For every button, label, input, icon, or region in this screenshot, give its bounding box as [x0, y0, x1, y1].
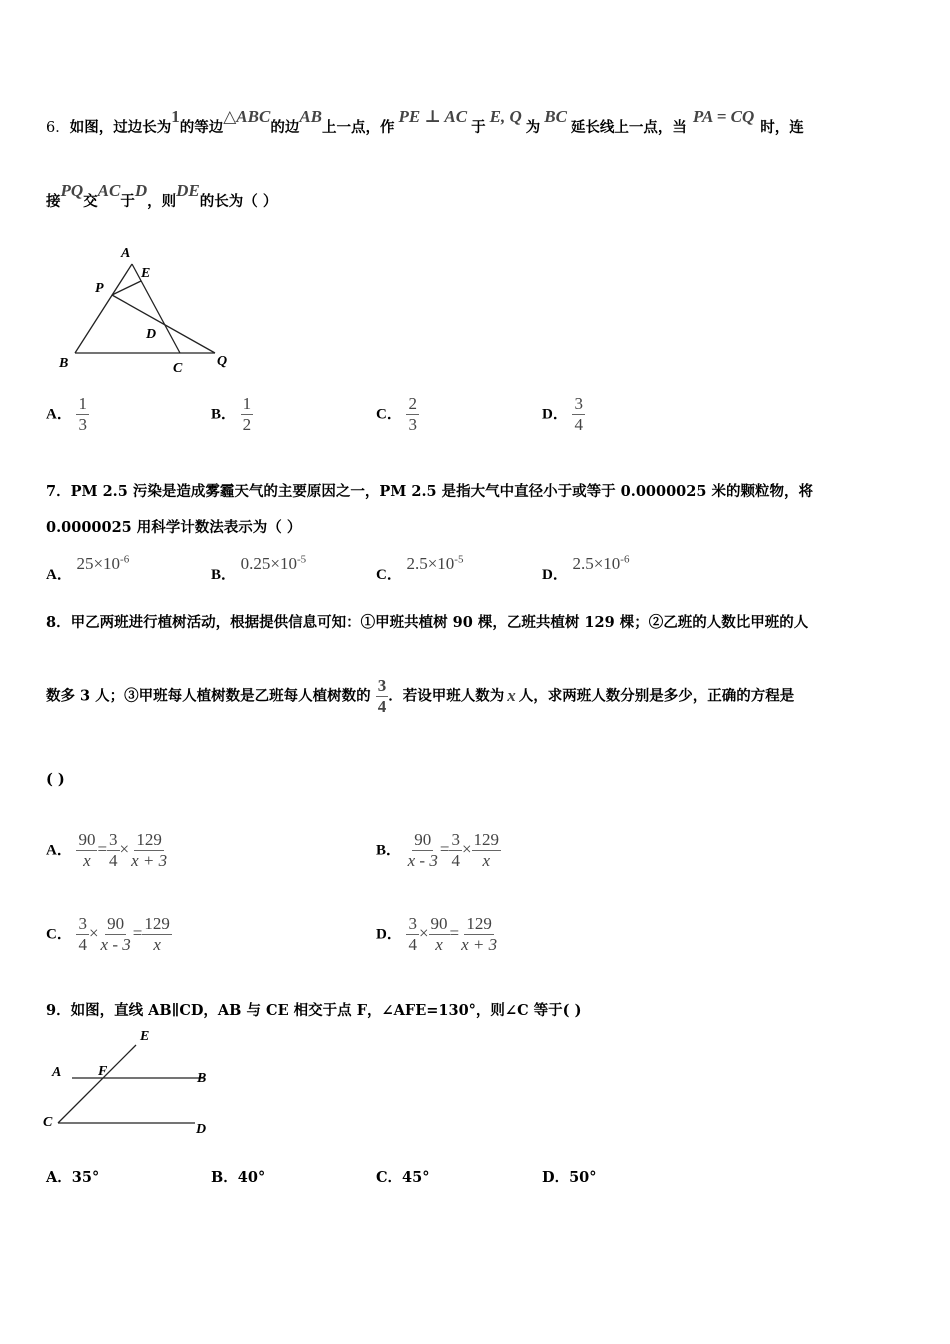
- q7-option-b[interactable]: B． $0.25\times 10^{-5}$: [211, 553, 307, 583]
- q9-option-b[interactable]: B．40°: [211, 1169, 266, 1186]
- q9-option-c[interactable]: C．45°: [376, 1169, 430, 1186]
- q8-option-b[interactable]: B． $\frac{90}{x - 3}$ = $\frac{3}{4}$ × $\frac{129}{x}$: [376, 830, 500, 870]
- label-b: B: [197, 1071, 207, 1086]
- fraction: $\frac{1}{2}$: [242, 394, 252, 434]
- label-d: D: [146, 327, 157, 342]
- label-e: E: [141, 266, 151, 281]
- label-c: C: [43, 1115, 53, 1130]
- q7-line1: 7．PM 2.5 污染是造成雾霾天气的主要原因之一，PM 2.5 是指大气中直径小于或等于 0.0000025 米的颗粒物，将: [46, 483, 813, 500]
- label-d: D: [196, 1122, 207, 1137]
- q7-option-a[interactable]: A． $25\times 10^{-6}$: [46, 553, 130, 583]
- triangle-figure: [55, 240, 245, 375]
- q9-option-a[interactable]: A．35°: [46, 1169, 100, 1186]
- line-ce: [58, 1045, 136, 1123]
- fraction-three-quarters: $\frac{3}{4}$: [377, 676, 387, 716]
- label-q: Q: [217, 354, 228, 369]
- q7-option-c[interactable]: C． $2.5\times 10^{-5}$: [376, 553, 464, 583]
- label-p: P: [95, 281, 104, 296]
- fraction: $\frac{3}{4}$: [574, 394, 583, 434]
- q6-option-a[interactable]: A． $\frac{1}{3}$: [46, 394, 87, 434]
- line-pq: [112, 295, 215, 353]
- label-a: A: [121, 246, 131, 261]
- q8-line2: 数多 3 人；③甲班每人植树数是乙班每人植树数的 $\frac{3}{4}$ ．若设甲班人数为 x 人，求两班人数分别是多少，正确的方程是: [46, 676, 795, 716]
- q8-line1: 8．甲乙两班进行植树活动，根据提供信息可知：①甲班共植树 90 棵，乙班共植树 129 棵；②乙班的人数比甲班的人: [46, 614, 809, 631]
- q9-question: 9．如图，直线 AB∥CD，AB 与 CE 相交于点 F，∠AFE=130°，则∠C 等于( ): [46, 1002, 582, 1019]
- q8-option-c[interactable]: C． $\frac{3}{4}$ × $\frac{90}{x - 3}$ = $\frac{129}{x}$: [46, 914, 170, 954]
- q7-option-d[interactable]: D． $2.5\times 10^{-6}$: [542, 553, 630, 583]
- q8-option-a[interactable]: A． $\frac{90}{x}$ = $\frac{3}{4}$ × $\frac{129}{x + 3}$: [46, 830, 168, 870]
- q8-option-d[interactable]: D． $\frac{3}{4}$ × $\frac{90}{x}$ = $\frac{129}{x + 3}$: [376, 914, 498, 954]
- side-ab: [75, 264, 132, 353]
- q8-line3: ( ): [46, 771, 65, 788]
- label-e: E: [140, 1029, 150, 1044]
- q6-option-d[interactable]: D． $\frac{3}{4}$: [542, 394, 583, 434]
- label-c: C: [173, 361, 183, 375]
- label-b: B: [59, 356, 69, 371]
- q6-option-c[interactable]: C． $\frac{2}{3}$: [376, 394, 417, 434]
- q6-line1: 6．如图，过边长为1的等边△ABC的边AB上一点，作PE ⊥ AC于E, Q为BC延长线上一点，当PA = CQ时，连: [46, 107, 804, 136]
- label-a: A: [52, 1065, 62, 1080]
- q6-option-b[interactable]: B． $\frac{1}{2}$: [211, 394, 252, 434]
- label-f: F: [98, 1064, 108, 1079]
- fraction: $\frac{1}{3}$: [78, 394, 87, 434]
- q6-line2: 接PQ交AC于D，则DE的长为（ ）: [46, 181, 278, 210]
- q7-line2: 0.0000025 用科学计数法表示为（ ）: [46, 519, 302, 536]
- q9-option-d[interactable]: D．50°: [542, 1169, 597, 1186]
- parallel-lines-figure: [40, 1025, 220, 1140]
- fraction: $\frac{2}{3}$: [408, 394, 417, 434]
